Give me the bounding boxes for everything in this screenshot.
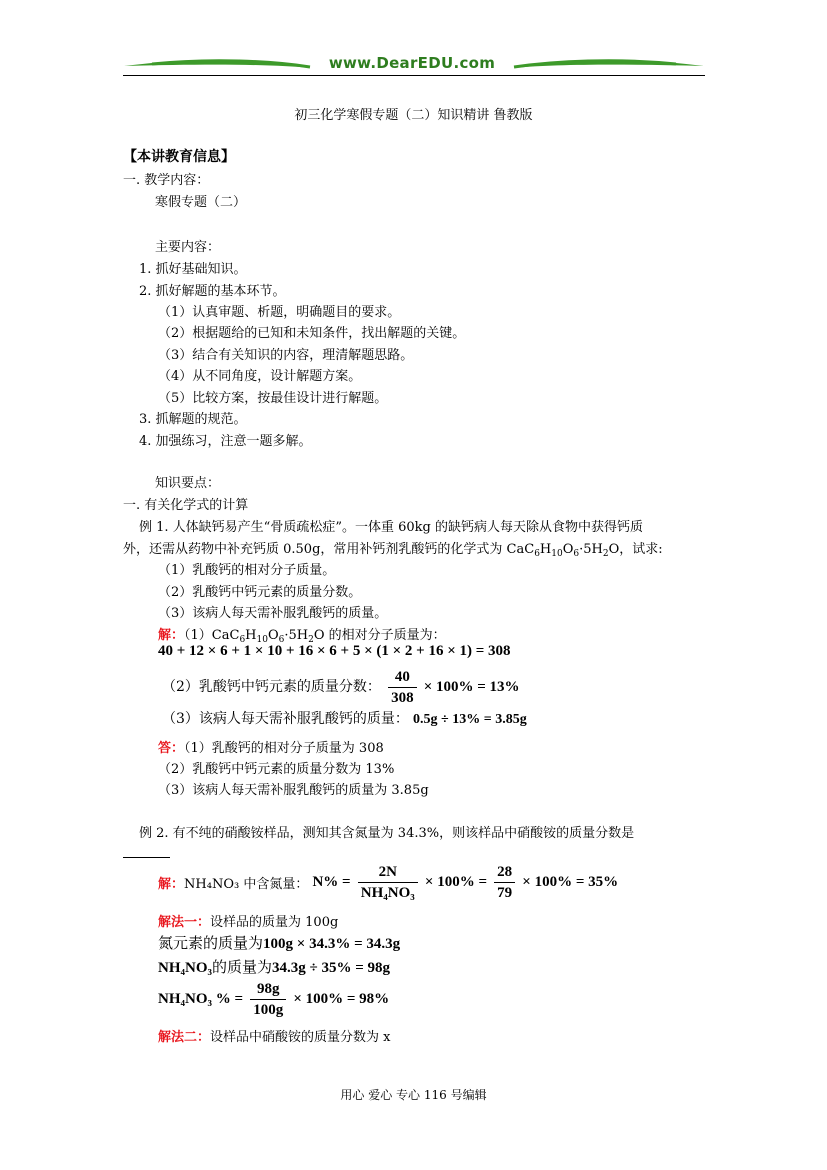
list-item: 3. 抓解题的规范。: [139, 412, 247, 427]
equation-molar-mass: 40 + 12 × 6 + 1 × 10 + 16 × 6 + 5 × (1 × 2 + 16 × 1) = 308: [158, 643, 511, 659]
list-item: 4. 加强练习，注意一题多解。: [139, 434, 312, 449]
page-footer: 用心 爱心 专心 116 号编辑: [340, 1088, 487, 1102]
fraction-40-308: $\frac{40}{308}$: [388, 668, 417, 707]
answer-blank: [123, 857, 170, 858]
example-1-line-2: 外，还需从药物中补充钙质 0.50g，常用补钙剂乳酸钙的化学式为 $CaC_6H_{10}O_6\cdot 5H_2O$，试求:: [123, 542, 663, 559]
list-item: （4）从不同角度，设计解题方案。: [158, 369, 362, 384]
list-item: 1. 抓好基础知识。: [139, 262, 247, 277]
method-1-line-2: 氮元素的质量为100g × 34.3% = 34.3g: [158, 934, 401, 952]
solution-line-2: （2）乳酸钙中钙元素的质量分数： $\frac{40}{308}$ × 100% = 13%: [162, 669, 520, 706]
main-content-label: 主要内容：: [155, 240, 221, 255]
question-3: （3）该病人每天需补服乳酸钙的质量。: [158, 606, 388, 621]
list-item: （1）认真审题、析题，明确题目的要求。: [158, 305, 401, 320]
example-1-line-1: 例 1. 人体缺钙易产生“骨质疏松症”。一体重 60kg 的缺钙病人每天除从食物中获得钙质: [139, 520, 643, 535]
solution-line-3: （3）该病人每天需补服乳酸钙的质量： 0.5g ÷ 13% = 3.85g: [162, 711, 527, 727]
method-1-line-1: 解法一：设样品的质量为 100g: [158, 915, 339, 930]
list-item: （5）比较方案，按最佳设计进行解题。: [158, 391, 388, 406]
knowledge-label: 知识要点：: [155, 476, 221, 491]
method-1-line-4: NH₄NO₃ % = $\frac{98g}{100g}$ × 100% = 98%: [158, 981, 390, 1018]
method-2-line-1: 解法二：设样品中硝酸铵的质量分数为 x: [158, 1030, 391, 1045]
list-item: 2. 抓好解题的基本环节。: [139, 284, 286, 299]
question-2: （2）乳酸钙中钙元素的质量分数。: [158, 585, 362, 600]
example-2: 例 2. 有不纯的硝酸铵样品，测知其含氮量为 34.3%，则该样品中硝酸铵的质量分数是: [139, 826, 635, 841]
answer-line-2: （2）乳酸钙中钙元素的质量分数为 13%: [158, 762, 395, 777]
list-item: （3）结合有关知识的内容，理清解题思路。: [158, 348, 414, 363]
fraction-28-79: $\frac{28}{79}$: [494, 863, 515, 902]
answer-line-3: （3）该病人每天需补服乳酸钙的质量为 3.85g: [158, 783, 429, 798]
method-1-line-3: NH₄NO₃的质量为34.3g ÷ 35% = 98g: [158, 958, 391, 976]
fraction-2n: $\frac{2N}{\text{NH₄NO₃}}$: [358, 863, 418, 902]
logo-text: www.DearEDU.com: [328, 54, 496, 72]
fraction-98-100: $\frac{98g}{100g}$: [250, 980, 286, 1019]
list-item: （2）根据题给的已知和未知条件，找出解题的关键。: [158, 326, 466, 341]
teaching-content-label: 一. 教学内容：: [123, 173, 210, 188]
info-heading: 【本讲教育信息】: [123, 149, 235, 165]
header-divider: [123, 75, 705, 76]
section-heading: 一. 有关化学式的计算: [123, 498, 249, 513]
topic-text: 寒假专题（二）: [155, 195, 247, 210]
answer-line-1: 答：（1）乳酸钙的相对分子质量为 308: [158, 741, 384, 756]
question-1: （1）乳酸钙的相对分子质量。: [158, 563, 336, 578]
page-title: 初三化学寒假专题（二）知识精讲 鲁教版: [294, 108, 533, 123]
example-2-solution: 解：NH₄NO₃ 中含氮量： N% = $\frac{2N}{\text{NH₄NO₃}}$ × 100% = $\frac{28}{79}$ × 100% = 35%: [158, 864, 619, 901]
solution-line-1: 解：$(1)CaC_6H_{10}O_6\cdot 5H_2O$ 的相对分子质量为：: [158, 628, 446, 645]
